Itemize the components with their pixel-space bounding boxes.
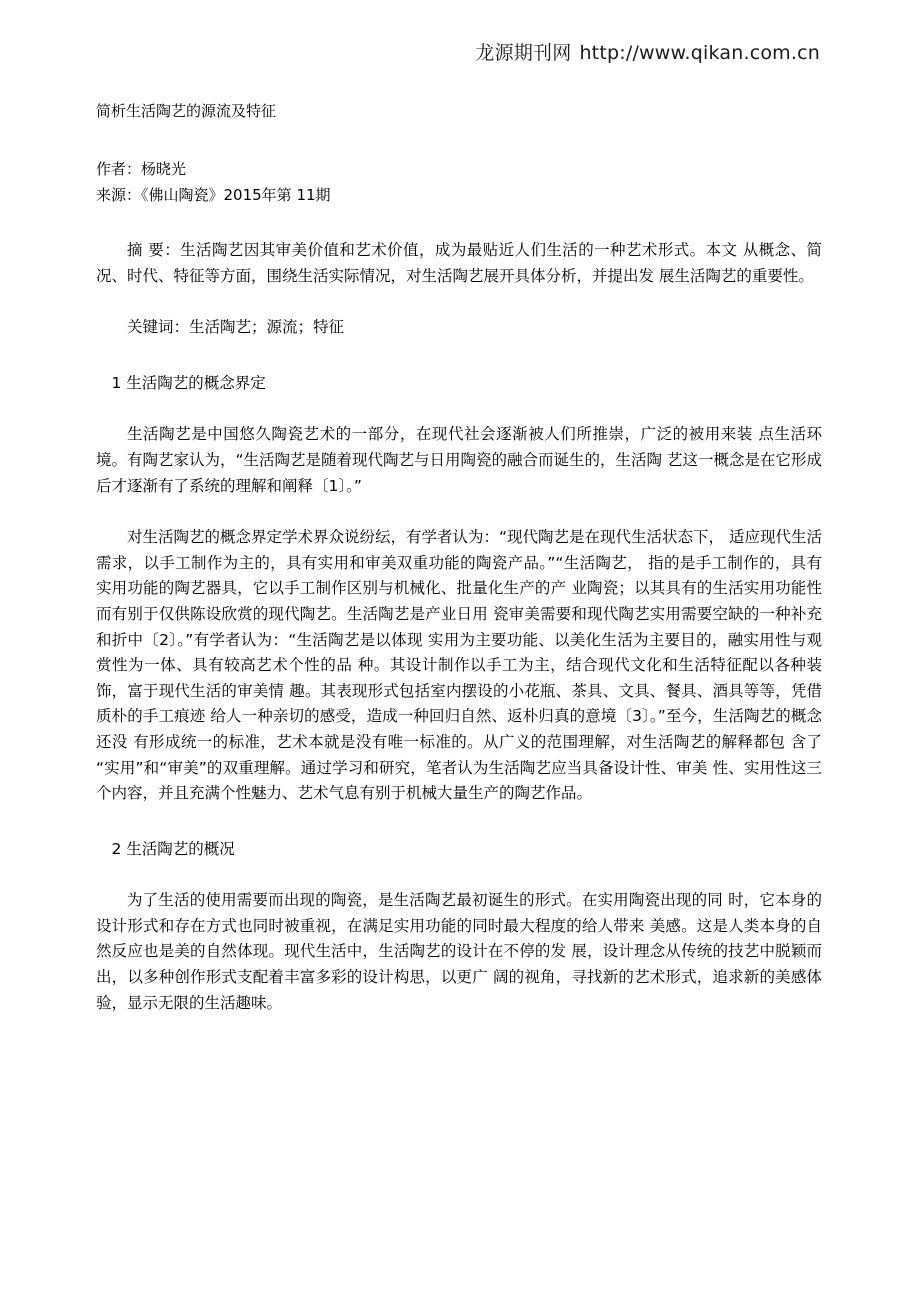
- section-1-paragraph-2: 对生活陶艺的概念界定学术界众说纷纭，有学者认为：“现代陶艺是在现代生活状态下， 适应现代生活需求，以手工制作为主的，具有实用和审美双重功能的陶瓷产品。”“生活陶艺， 指的是手工制作的，具有实用功能的陶艺器具，它以手工制作区别与机械化、批量化生产的产 业陶瓷；以其具有的生活实用功能性而有别于仅供陈设欣赏的现代陶艺。生活陶艺是产业日用 瓷审美需要和现代陶艺实用需要空缺的一种补充和折中〔2〕。”有学者认为：“生活陶艺是以体现 实用为主要功能、以美化生活为主要目的，融实用性与观赏性为一体、具有较高艺术个性的品 种。其设计制作以手工为主，结合现代文化和生活特征配以各种装饰，富于现代生活的审美情 趣。其表现形式包括室内摆设的小花瓶、茶具、文具、餐具、酒具等等，凭借质朴的手工痕迹 给人一种亲切的感受，造成一种回归自然、返朴归真的意境〔3〕。”至今，生活陶艺的概念还没 有形成统一的标准，艺术本就是没有唯一标准的。从广义的范围理解，对生活陶艺的解释都包 含了“实用”和“审美”的双重理解。通过学习和研究，笔者认为生活陶艺应当具备设计性、审美 性、实用性这三个内容，并且充满个性魅力、艺术气息有别于机械大量生产的陶艺作品。: [96, 528, 822, 803]
- source-line: 来源：《佛山陶瓷》2015年第 11期: [96, 186, 331, 204]
- section-2-paragraph-1: 为了生活的使用需要而出现的陶瓷，是生活陶艺最初诞生的形式。在实用陶瓷出现的同 时，它本身的设计形式和存在方式也同时被重视，在满足实用功能的同时最大程度的给人带来 美感。这是人类本身的自然反应也是美的自然体现。现代生活中，生活陶艺的设计在不停的发 展，设计理念从传统的技艺中脱颖而出，以多种创作形式支配着丰富多彩的设计构思，以更广 阔的视角，寻找新的艺术形式，追求新的美感体验，显示无限的生活趣味。: [96, 891, 822, 1012]
- document-content: [96, 100, 822, 1042]
- author-line: 作者：杨晓光: [96, 160, 187, 178]
- keywords-line: 关键词：生活陶艺；源流；特征: [127, 318, 345, 337]
- abstract-paragraph: 摘 要：生活陶艺因其审美价值和艺术价值，成为最贴近人们生活的一种艺术形式。本文 从概念、简况、时代、特征等方面，围绕生活实际情况，对生活陶艺展开具体分析，并提出发 展生活陶艺的重要性。: [96, 241, 822, 285]
- section-1-paragraph-1: 生活陶艺是中国悠久陶瓷艺术的一部分，在现代社会逐渐被人们所推崇，广泛的被用来装 点生活环境。有陶艺家认为，“生活陶艺是随着现代陶艺与日用陶瓷的融合而诞生的，生活陶 艺这一概念是在它形成后才逐渐有了系统的理解和阐释〔1〕。”: [96, 425, 822, 495]
- site-url-label: http://www.qikan.com.cn: [579, 42, 820, 64]
- site-header: [475, 40, 820, 66]
- document-metadata: [96, 156, 822, 208]
- site-brand-label: 龙源期刊网: [475, 42, 572, 64]
- section-heading-1: 1 生活陶艺的概念界定: [111, 373, 266, 392]
- section-heading-2: 2 生活陶艺的概况: [111, 839, 235, 858]
- page-title: 简析生活陶艺的源流及特征: [96, 102, 277, 120]
